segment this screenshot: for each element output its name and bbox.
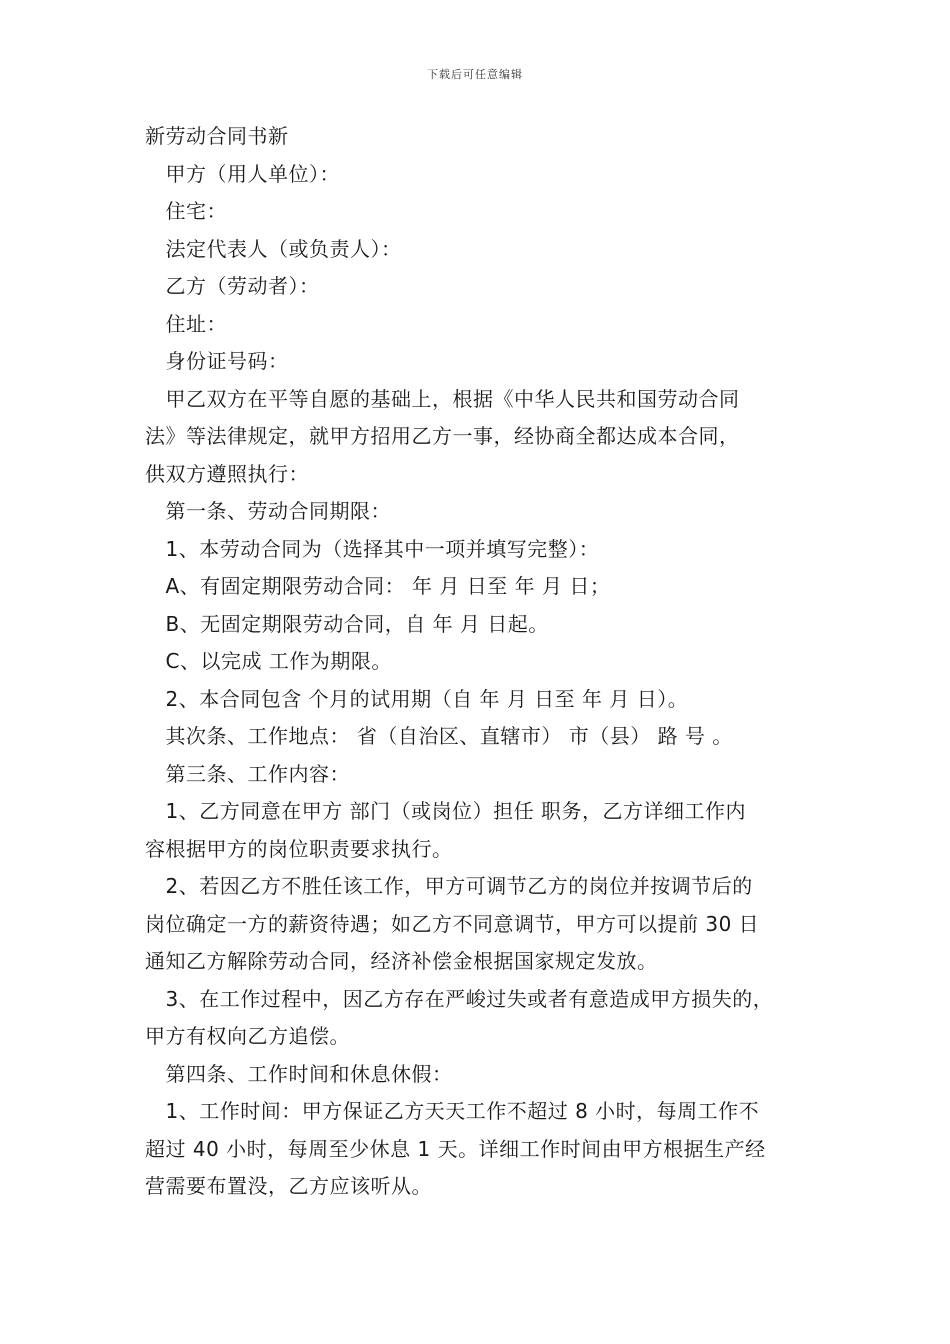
- clause-line: 岗位确定一方的薪资待遇；如乙方不同意调节，甲方可以提前 30 日: [145, 911, 760, 936]
- clause-line: 1、工作时间：甲方保证乙方天天工作不超过 8 小时，每周工作不: [145, 1099, 760, 1123]
- party-b-line: 乙方（劳动者）：: [145, 274, 320, 298]
- clause-line: 超过 40 小时，每周至少休息 1 天。详细工作时间由甲方根据生产经: [145, 1136, 766, 1161]
- article-heading: 第一条、劳动合同期限：: [145, 499, 391, 523]
- page-header: 下载后可任意编辑: [427, 68, 523, 81]
- preamble-line: 供双方遵照执行：: [145, 461, 309, 486]
- document-body: [145, 118, 815, 1206]
- clause-line: 2、若因乙方不胜任该工作，甲方可调节乙方的岗位并按调节后的: [145, 874, 753, 898]
- address-line: 住址：: [145, 311, 227, 336]
- preamble-line: 甲乙双方在平等自愿的基础上，根据《中华人民共和国劳动合同: [145, 386, 740, 411]
- document-title: 新劳动合同书新: [145, 124, 289, 148]
- article-heading: 第三条、工作内容：: [145, 761, 350, 786]
- party-a-line: 甲方（用人单位）：: [145, 161, 340, 186]
- clause-line: C、以完成 工作为期限。: [145, 649, 392, 673]
- clause-line: 营需要布置没，乙方应该听从。: [145, 1174, 432, 1198]
- id-number-line: 身份证号码：: [145, 349, 289, 373]
- clause-line: 2、本合同包含 个月的试用期（自 年 月 日至 年 月 日）。: [145, 686, 689, 711]
- article-heading: 第四条、工作时间和休息休假：: [145, 1061, 453, 1086]
- residence-line: 住宅：: [145, 199, 227, 223]
- clause-line: B、无固定期限劳动合同，自 年 月 日起。: [145, 611, 549, 636]
- clause-line: 容根据甲方的岗位职责要求执行。: [145, 836, 453, 861]
- legal-representative-line: 法定代表人（或负责人）：: [145, 236, 402, 261]
- preamble-line: 法》等法律规定，就甲方招用乙方一事，经协商全都达成本合同，: [145, 424, 740, 448]
- article-heading: 其次条、工作地点： 省（自治区、直辖市） 市（县） 路 号 。: [145, 724, 733, 748]
- clause-line: 通知乙方解除劳动合同，经济补偿金根据国家规定发放。: [145, 949, 658, 973]
- clause-line: 3、在工作过程中，因乙方存在严峻过失或者有意造成甲方损失的，: [145, 986, 774, 1011]
- clause-line: 1、乙方同意在甲方 部门（或岗位）担任 职务，乙方详细工作内: [145, 799, 746, 823]
- clause-line: 甲方有权向乙方追偿。: [145, 1024, 350, 1048]
- clause-line: 1、本劳动合同为（选择其中一项并填写完整）：: [145, 536, 600, 561]
- clause-line: A、有固定期限劳动合同： 年 月 日至 年 月 日；: [145, 574, 611, 598]
